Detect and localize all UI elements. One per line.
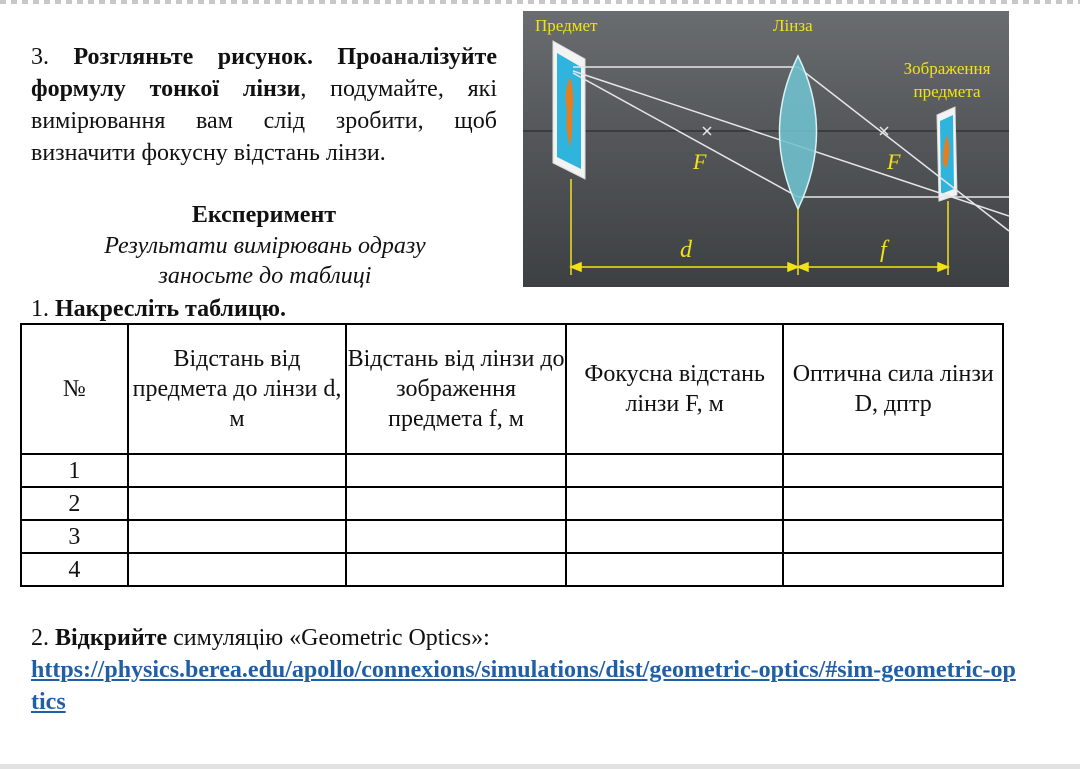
step-2	[31, 622, 490, 654]
results-table	[20, 323, 1004, 587]
dimension-lines	[571, 179, 948, 275]
lens-diagram-svg	[523, 11, 1009, 287]
table-cell	[566, 454, 784, 487]
table-row	[21, 553, 1003, 586]
lens-shape	[780, 56, 817, 209]
table-cell	[346, 487, 566, 520]
simulation-link[interactable]: https://physics.berea.edu/apollo/connexions/simulations/dist/geometric-optics/#sim-geometric-optics	[31, 657, 1016, 715]
table-cell	[783, 553, 1003, 586]
image-label-line-1: Зображення	[903, 59, 991, 78]
step-1-text: Накресліть таблицю.	[55, 296, 286, 322]
step-2-bold-text: Відкрийте	[55, 625, 168, 651]
table-cell	[566, 520, 784, 553]
step-1-number: 1.	[31, 296, 55, 322]
distance-d-label: d	[680, 237, 692, 263]
bottom-bar	[0, 764, 1080, 769]
table-row	[21, 454, 1003, 487]
row-number-cell: 4	[21, 553, 128, 586]
task-3-paragraph	[31, 41, 497, 169]
table-cell	[128, 454, 347, 487]
object-label: Предмет	[535, 16, 598, 35]
table-cell	[128, 487, 347, 520]
focus-label-right: F	[887, 149, 901, 174]
task-3-number: 3.	[31, 44, 74, 70]
table-cell	[128, 553, 347, 586]
table-cell	[783, 487, 1003, 520]
distance-f-label: f	[880, 237, 887, 263]
header-focal-length: Фокусна відстань лінзи F, м	[566, 324, 784, 454]
table-cell	[783, 520, 1003, 553]
step-2-text: симуляцію «Geometric Optics»:	[167, 625, 490, 651]
top-edge-line	[0, 0, 1080, 4]
table-row	[21, 520, 1003, 553]
task-3-bold-text: Розгляньте рисунок. Проаналізуйте формулу тонкої лінзи	[31, 44, 497, 102]
table-cell	[566, 553, 784, 586]
table-cell	[346, 454, 566, 487]
table-cell	[566, 487, 784, 520]
step-1	[31, 294, 286, 324]
lens-label: Лінза	[773, 16, 813, 35]
image-label-line-2: предмета	[913, 82, 981, 101]
header-object-distance: Відстань від предмета до лінзи d, м	[128, 324, 347, 454]
row-number-cell: 2	[21, 487, 128, 520]
lens-diagram	[523, 11, 1009, 287]
table-cell	[128, 520, 347, 553]
step-2-number: 2.	[31, 625, 55, 651]
experiment-subtitle: Результати вимірювань одразу заносьте до таблиці	[104, 233, 426, 289]
header-number: №	[21, 324, 128, 454]
task-3-text: , подумайте, які вимірювання вам слід зробити, щоб визначити фокусну відстань лінзи.	[31, 76, 498, 166]
experiment-title: Експеримент	[191, 202, 337, 228]
focus-label-left: F	[693, 149, 707, 174]
table-header-row	[21, 324, 1003, 454]
header-image-distance: Відстань від лінзи до зображення предмета f, м	[346, 324, 566, 454]
table-cell	[783, 454, 1003, 487]
header-optical-power: Оптична сила лінзи D, дптр	[783, 324, 1003, 454]
table-cell	[346, 520, 566, 553]
table-cell	[346, 553, 566, 586]
row-number-cell: 3	[21, 520, 128, 553]
table-row	[21, 487, 1003, 520]
row-number-cell: 1	[21, 454, 128, 487]
